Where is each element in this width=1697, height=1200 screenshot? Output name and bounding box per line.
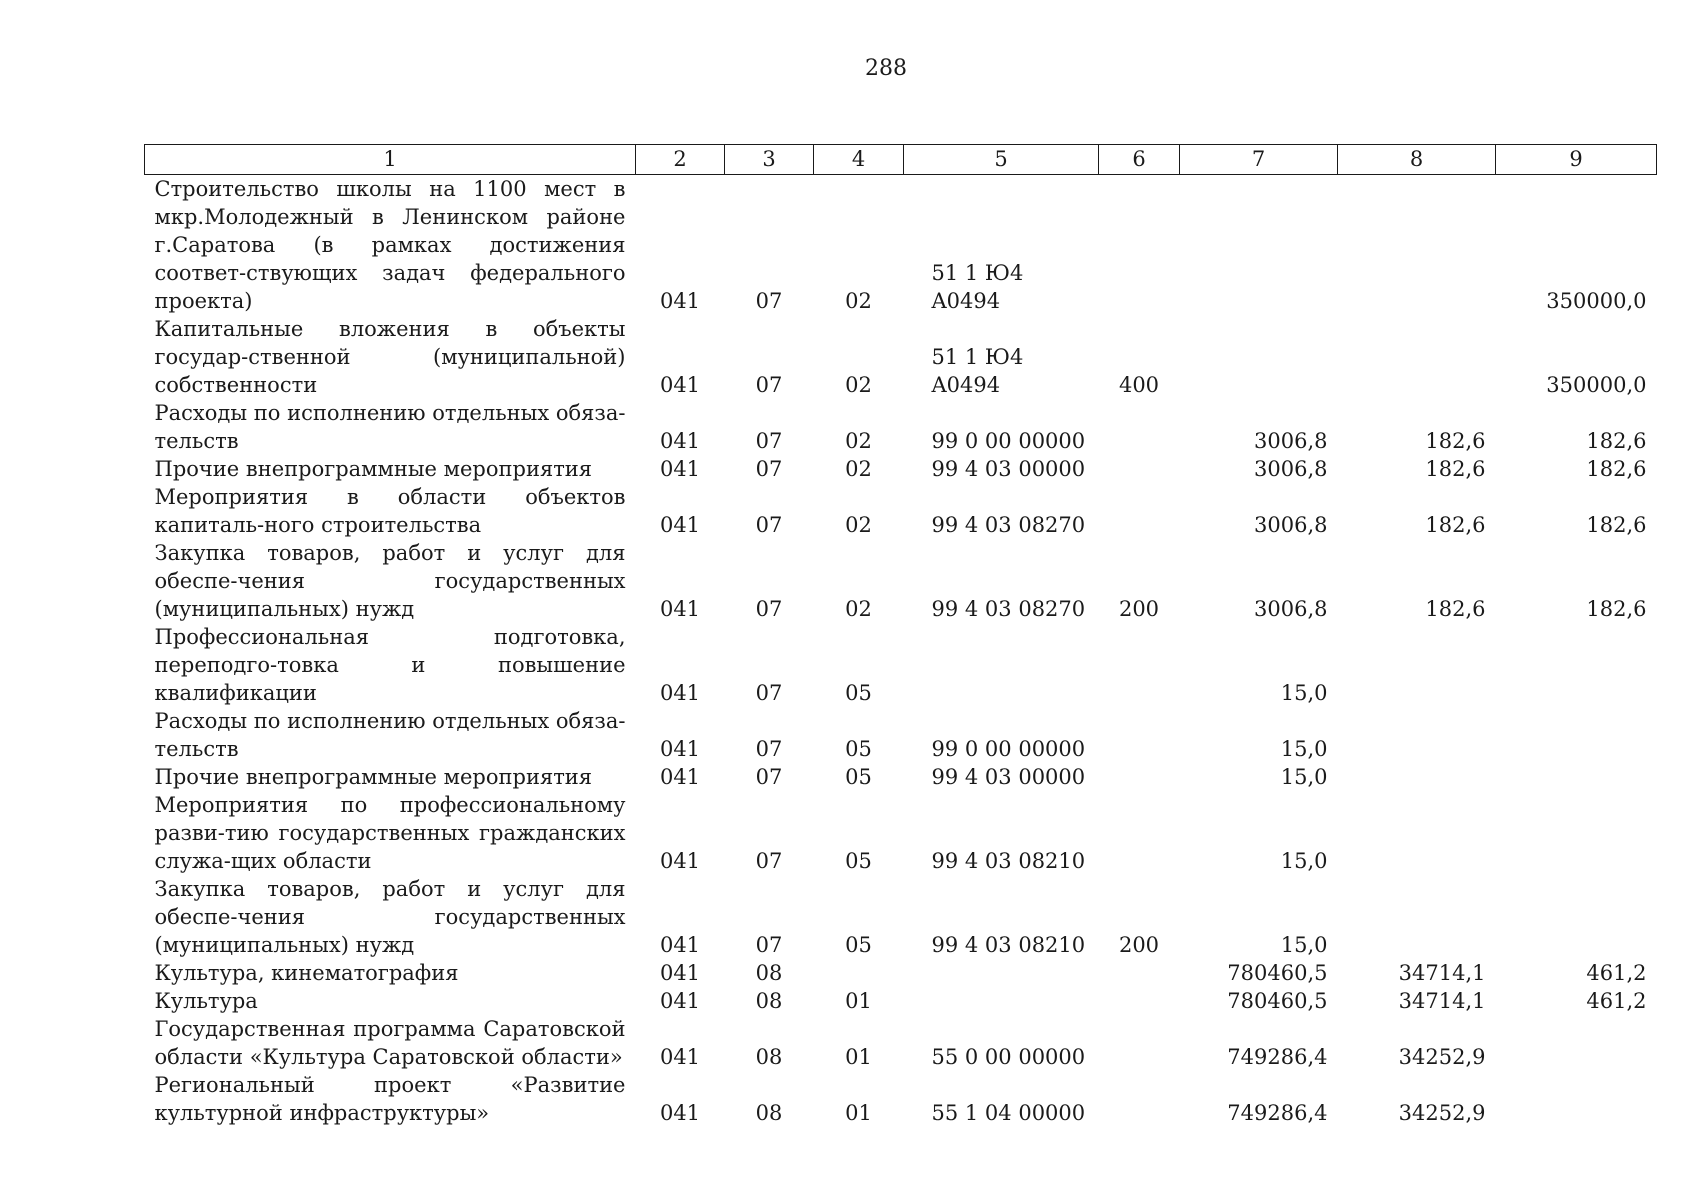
item-name: Государственная программа Саратовской области «Культура Саратовской области» [154, 1017, 626, 1069]
item-name: Мероприятия по профессиональному разви-тию государственных гражданских служа-щих области [154, 793, 626, 873]
item-name: Расходы по исполнению отдельных обяза-тельств [154, 401, 626, 453]
header-col-4: 4 [814, 145, 904, 175]
amount-col-9 [1496, 1015, 1657, 1071]
expense-type-code: 400 [1118, 373, 1160, 397]
target-article-code: 55 1 04 00000 [931, 1101, 1086, 1125]
amount-col-8: 182,6 [1425, 597, 1486, 621]
subsection-code: 05 [845, 933, 872, 957]
budget-table [144, 144, 1657, 1127]
amount-col-9: 461,2 [1586, 961, 1647, 985]
ministry-code: 041 [659, 513, 701, 537]
amount-col-7: 15,0 [1280, 933, 1328, 957]
table-row [145, 175, 1657, 316]
section-code: 07 [755, 933, 783, 957]
ministry-code: 041 [659, 849, 701, 873]
header-col-8: 8 [1338, 145, 1496, 175]
amount-col-9 [1496, 791, 1657, 875]
header-col-5: 5 [904, 145, 1099, 175]
table-row [145, 791, 1657, 875]
amount-col-7: 3006,8 [1254, 513, 1328, 537]
page-number: 288 [865, 56, 907, 81]
ministry-code: 041 [659, 1101, 701, 1125]
target-article-code: 99 4 03 00000 [931, 765, 1086, 789]
target-article-code [904, 987, 1099, 1015]
section-code: 07 [755, 513, 783, 537]
target-article-code: 99 4 03 00000 [931, 457, 1086, 481]
subsection-code: 02 [845, 373, 872, 397]
item-name: Прочие внепрограммные мероприятия [154, 765, 593, 789]
table-row [145, 707, 1657, 763]
ministry-code: 041 [659, 429, 701, 453]
expense-type-code [1099, 791, 1180, 875]
subsection-code [814, 959, 904, 987]
header-row [145, 145, 1657, 175]
section-code: 07 [755, 849, 783, 873]
ministry-code: 041 [659, 289, 701, 313]
amount-col-7: 749286,4 [1227, 1101, 1328, 1125]
amount-col-8: 182,6 [1425, 429, 1486, 453]
expense-type-code [1099, 623, 1180, 707]
expense-type-code [1099, 1071, 1180, 1127]
subsection-code: 02 [845, 429, 872, 453]
amount-col-8 [1338, 315, 1496, 399]
ministry-code: 041 [659, 373, 701, 397]
amount-col-8: 34714,1 [1398, 989, 1486, 1013]
amount-col-7: 749286,4 [1227, 1045, 1328, 1069]
target-article-code: 99 0 00 00000 [931, 737, 1086, 761]
section-code: 08 [755, 1101, 783, 1125]
section-code: 08 [755, 1045, 783, 1069]
ministry-code: 041 [659, 961, 701, 985]
amount-col-8 [1338, 791, 1496, 875]
item-name: Профессиональная подготовка, переподго-товка и повышение квалификации [154, 625, 626, 705]
section-code: 08 [755, 989, 783, 1013]
amount-col-9: 182,6 [1586, 513, 1647, 537]
amount-col-9 [1496, 707, 1657, 763]
amount-col-9 [1496, 1071, 1657, 1127]
target-article-code: 99 4 03 08210 [931, 933, 1086, 957]
table-row [145, 539, 1657, 623]
section-code: 07 [755, 765, 783, 789]
amount-col-8 [1338, 707, 1496, 763]
item-name: Строительство школы на 1100 мест в мкр.Молодежный в Ленинском районе г.Саратова (в рамках достижения соответ-ствующих задач федерального проекта) [154, 177, 626, 313]
amount-col-9: 182,6 [1586, 429, 1647, 453]
ministry-code: 041 [659, 933, 701, 957]
amount-col-7: 780460,5 [1227, 961, 1328, 985]
header-col-1: 1 [145, 145, 636, 175]
amount-col-9 [1496, 623, 1657, 707]
amount-col-9 [1496, 875, 1657, 959]
subsection-code: 02 [845, 289, 872, 313]
subsection-code: 01 [845, 989, 872, 1013]
amount-col-8 [1338, 623, 1496, 707]
subsection-code: 01 [845, 1045, 872, 1069]
section-code: 07 [755, 597, 783, 621]
header-col-6: 6 [1099, 145, 1180, 175]
amount-col-7: 3006,8 [1254, 597, 1328, 621]
table-header [145, 145, 1657, 175]
amount-col-8: 34252,9 [1398, 1045, 1486, 1069]
amount-col-9: 182,6 [1586, 457, 1647, 481]
target-article-code [904, 959, 1099, 987]
item-name: Прочие внепрограммные мероприятия [154, 457, 593, 481]
amount-col-7: 15,0 [1280, 681, 1328, 705]
expense-type-code [1099, 707, 1180, 763]
subsection-code: 01 [845, 1101, 872, 1125]
expense-type-code [1099, 399, 1180, 455]
item-name: Культура, кинематография [154, 961, 459, 985]
table-row [145, 763, 1657, 791]
amount-col-9: 461,2 [1586, 989, 1647, 1013]
expense-type-code [1099, 175, 1180, 316]
target-article-code: 51 1 Ю4 A0494 [931, 261, 1024, 313]
header-col-3: 3 [725, 145, 814, 175]
section-code: 07 [755, 737, 783, 761]
subsection-code: 02 [845, 457, 872, 481]
table-row [145, 623, 1657, 707]
item-name: Мероприятия в области объектов капиталь-ного строительства [154, 485, 626, 537]
expense-type-code [1099, 483, 1180, 539]
table-row [145, 1015, 1657, 1071]
expense-type-code [1099, 763, 1180, 791]
section-code: 07 [755, 681, 783, 705]
item-name: Капитальные вложения в объекты государ-ственной (муниципальной) собственности [154, 317, 626, 397]
table-row [145, 875, 1657, 959]
table-row [145, 987, 1657, 1015]
expense-type-code [1099, 455, 1180, 483]
subsection-code: 05 [845, 737, 872, 761]
table-row [145, 455, 1657, 483]
target-article-code: 99 4 03 08270 [931, 597, 1086, 621]
item-name: Региональный проект «Развитие культурной инфраструктуры» [154, 1073, 626, 1125]
expense-type-code: 200 [1118, 597, 1160, 621]
table-row [145, 959, 1657, 987]
target-article-code: 99 4 03 08270 [931, 513, 1086, 537]
target-article-code [904, 623, 1099, 707]
ministry-code: 041 [659, 765, 701, 789]
item-name: Расходы по исполнению отдельных обяза-тельств [154, 709, 626, 761]
section-code: 07 [755, 289, 783, 313]
target-article-code: 99 0 00 00000 [931, 429, 1086, 453]
section-code: 08 [755, 961, 783, 985]
section-code: 07 [755, 373, 783, 397]
amount-col-8 [1338, 175, 1496, 316]
subsection-code: 02 [845, 597, 872, 621]
expense-type-code [1099, 987, 1180, 1015]
ministry-code: 041 [659, 1045, 701, 1069]
item-name: Закупка товаров, работ и услуг для обеспе-чения государственных (муниципальных) нужд [154, 877, 626, 957]
target-article-code: 51 1 Ю4 A0494 [931, 345, 1024, 397]
amount-col-7: 15,0 [1280, 765, 1328, 789]
amount-col-7: 15,0 [1280, 849, 1328, 873]
ministry-code: 041 [659, 597, 701, 621]
table-row [145, 1071, 1657, 1127]
expense-type-code: 200 [1118, 933, 1160, 957]
amount-col-8: 182,6 [1425, 457, 1486, 481]
amount-col-7: 780460,5 [1227, 989, 1328, 1013]
ministry-code: 041 [659, 457, 701, 481]
expense-type-code [1099, 1015, 1180, 1071]
ministry-code: 041 [659, 989, 701, 1013]
subsection-code: 05 [845, 681, 872, 705]
item-name: Закупка товаров, работ и услуг для обеспе-чения государственных (муниципальных) нужд [154, 541, 626, 621]
table-row [145, 315, 1657, 399]
amount-col-8: 182,6 [1425, 513, 1486, 537]
subsection-code: 05 [845, 849, 872, 873]
expense-type-code [1099, 959, 1180, 987]
header-col-2: 2 [636, 145, 725, 175]
target-article-code: 99 4 03 08210 [931, 849, 1086, 873]
ministry-code: 041 [659, 737, 701, 761]
amount-col-7: 3006,8 [1254, 457, 1328, 481]
amount-col-7 [1180, 315, 1338, 399]
header-col-9: 9 [1496, 145, 1657, 175]
item-name: Культура [154, 989, 258, 1013]
amount-col-8: 34252,9 [1398, 1101, 1486, 1125]
amount-col-7: 3006,8 [1254, 429, 1328, 453]
amount-col-9 [1496, 763, 1657, 791]
amount-col-7 [1180, 175, 1338, 316]
subsection-code: 05 [845, 765, 872, 789]
section-code: 07 [755, 457, 783, 481]
table-body [145, 175, 1657, 1128]
amount-col-7: 15,0 [1280, 737, 1328, 761]
section-code: 07 [755, 429, 783, 453]
ministry-code: 041 [659, 681, 701, 705]
amount-col-9: 182,6 [1586, 597, 1647, 621]
target-article-code: 55 0 00 00000 [931, 1045, 1086, 1069]
amount-col-8 [1338, 875, 1496, 959]
amount-col-9: 350000,0 [1546, 289, 1647, 313]
table-row [145, 399, 1657, 455]
header-col-7: 7 [1180, 145, 1338, 175]
table-row [145, 483, 1657, 539]
amount-col-9: 350000,0 [1546, 373, 1647, 397]
amount-col-8 [1338, 763, 1496, 791]
subsection-code: 02 [845, 513, 872, 537]
amount-col-8: 34714,1 [1398, 961, 1486, 985]
